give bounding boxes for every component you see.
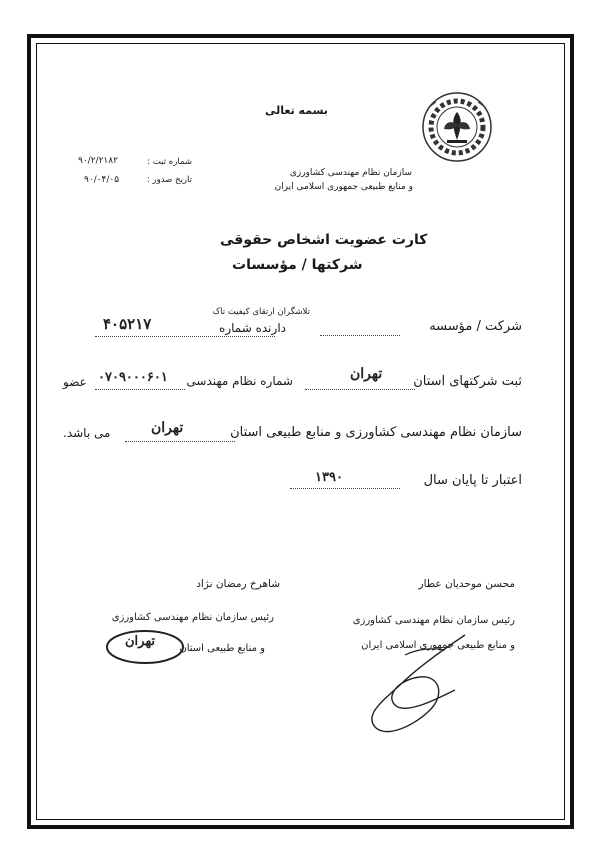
holder-number-label: دارنده شماره xyxy=(219,321,286,335)
left-province-stamp-text: تهران xyxy=(125,634,155,649)
card-title: کارت عضویت اشخاص حقوقی xyxy=(220,232,428,248)
company-name-line xyxy=(320,335,400,336)
card-subtitle: شرکتها / مؤسسات xyxy=(232,257,363,273)
member-label: عضو xyxy=(63,375,87,389)
left-signatory-title1: رئیس سازمان نظام مهندسی کشاورزی xyxy=(111,612,274,623)
reg-number-label: شماره ثبت : xyxy=(147,157,192,167)
org-name-line2: و منابع طبیعی جمهوری اسلامی ایران xyxy=(274,182,413,192)
province-value-2: تهران xyxy=(151,420,184,436)
province-registration-label: ثبت شرکتهای استان xyxy=(413,374,522,389)
issue-date-label: تاریخ صدور : xyxy=(146,175,192,185)
engineering-number-value: ۰۷۰۹۰۰۰۶۰۱ xyxy=(98,370,168,385)
right-signatory-title1: رئیس سازمان نظام مهندسی کشاورزی xyxy=(352,615,515,626)
reg-number-value: ۹۰/۲/۲۱۸۲ xyxy=(78,156,118,166)
organization-logo-emblem xyxy=(414,88,500,166)
issue-date-value: ۹۰/۰۴/۰۵ xyxy=(84,175,120,185)
company-label: شرکت / مؤسسه xyxy=(429,319,522,334)
validity-year-line xyxy=(290,488,400,489)
province-line-1 xyxy=(305,389,415,390)
engineering-number-label: شماره نظام مهندسی xyxy=(186,374,293,388)
province-value-1: تهران xyxy=(350,366,383,382)
validity-label: اعتبار تا پایان سال xyxy=(423,473,522,488)
organization-province-label: سازمان نظام مهندسی کشاورزی و منابع طبیعی استان xyxy=(230,425,522,440)
engineering-number-line xyxy=(95,389,185,390)
right-signatory-name: محسن موحدیان عطار xyxy=(418,578,515,590)
right-signatory-title2: و منابع طبیعی جمهوری اسلامی ایران xyxy=(361,640,515,651)
validity-year-value: ۱۳۹۰ xyxy=(315,470,343,485)
company-name-value: تلاشگران ارتقای کیفیت تاک xyxy=(212,307,310,317)
org-name-line1: سازمان نظام مهندسی کشاورزی xyxy=(289,168,412,178)
left-signatory-title2: و منابع طبیعی استان xyxy=(179,643,265,654)
right-signature-scribble xyxy=(345,615,485,740)
holder-number-line xyxy=(95,336,275,337)
holder-number-value: ۴۰۵۲۱۷ xyxy=(103,315,152,333)
statement-end: می باشد. xyxy=(63,426,111,440)
invocation-text: بسمه تعالی xyxy=(265,104,328,117)
left-signatory-name: شاهرخ رمضان نژاد xyxy=(196,578,280,590)
province-line-2 xyxy=(125,441,235,442)
